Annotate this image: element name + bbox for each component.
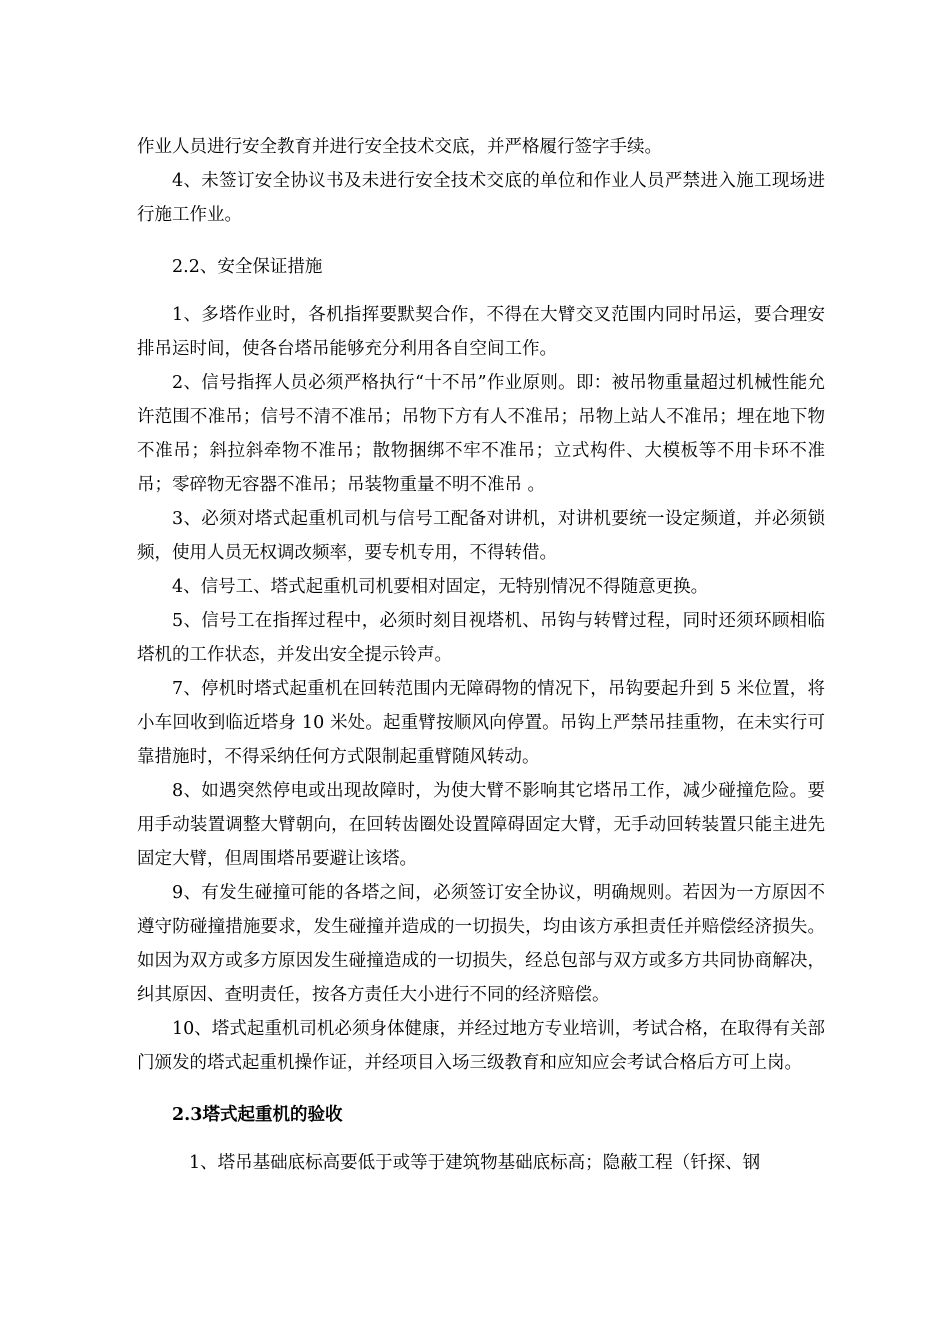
- list-item: 7、停机时塔式起重机在回转范围内无障碍物的情况下，吊钩要起升到 5 米位置，将小车回收到临近塔身 10 米处。起重臂按顺风向停置。吊钩上严禁吊挂重物，在未实行可靠措施时，不得采纳任何方式限制起重臂随风转动。: [137, 679, 825, 767]
- document-body: [137, 130, 825, 1180]
- list-item: 4、信号工、塔式起重机司机要相对固定，无特别情况不得随意更换。: [172, 577, 709, 597]
- list-item: 5、信号工在指挥过程中，必须时刻目视塔机、吊钩与转臂过程，同时还须环顾相临塔机的工作状态，并发出安全提示铃声。: [137, 611, 825, 665]
- list-item: 10、塔式起重机司机必须身体健康，并经过地方专业培训，考试合格，在取得有关部门颁发的塔式起重机操作证，并经项目入场三级教育和应知应会考试合格后方可上岗。: [137, 1019, 825, 1073]
- section-2-3-list: [137, 1146, 825, 1180]
- section-heading-2-3: 2.3塔式起重机的验收: [172, 1105, 343, 1125]
- list-item: 8、如遇突然停电或出现故障时，为使大臂不影响其它塔吊工作，减少碰撞危险。要用手动装置调整大臂朝向，在回转齿圈处设置障碍固定大臂，无手动回转装置只能主进先固定大臂，但周围塔吊要避让该塔。: [137, 781, 825, 869]
- section-heading-2-2: 2.2、安全保证措施: [172, 257, 323, 277]
- list-item: 1、多塔作业时，各机指挥要默契合作，不得在大臂交叉范围内同时吊运，要合理安排吊运时间，使各台塔吊能够充分利用各自空间工作。: [137, 305, 825, 359]
- list-item: 3、必须对塔式起重机司机与信号工配备对讲机，对讲机要统一设定频道，并必须锁频，使用人员无权调改频率，要专机专用，不得转借。: [137, 509, 825, 563]
- paragraph-continuation: 作业人员进行安全教育并进行安全技术交底，并严格履行签字手续。: [137, 137, 662, 157]
- list-item: 1、塔吊基础底标高要低于或等于建筑物基础底标高；隐蔽工程（钎探、钢: [189, 1153, 761, 1173]
- list-item: 9、有发生碰撞可能的各塔之间，必须签订安全协议，明确规则。若因为一方原因不遵守防碰撞措施要求，发生碰撞并造成的一切损失，均由该方承担责任并赔偿经济损失。如因为双方或多方原因发生碰撞造成的一切损失，经总包部与双方或多方共同协商解决，纠其原因、查明责任，按各方责任大小进行不同的经济赔偿。: [137, 883, 825, 1005]
- list-item: 2、信号指挥人员必须严格执行“十不吊”作业原则。即：被吊物重量超过机械性能允许范围不准吊；信号不清不准吊；吊物下方有人不准吊；吊物上站人不准吊；埋在地下物不准吊；斜拉斜牵物不准吊；散物捆绑不牢不准吊；立式构件、大模板等不用卡环不准吊；零碎物无容器不准吊；吊装物重量不明不准吊 。: [137, 373, 825, 495]
- paragraph-item-4: 4、未签订安全协议书及未进行安全技术交底的单位和作业人员严禁进入施工现场进行施工作业。: [137, 171, 825, 225]
- section-2-2-list: [137, 298, 825, 1080]
